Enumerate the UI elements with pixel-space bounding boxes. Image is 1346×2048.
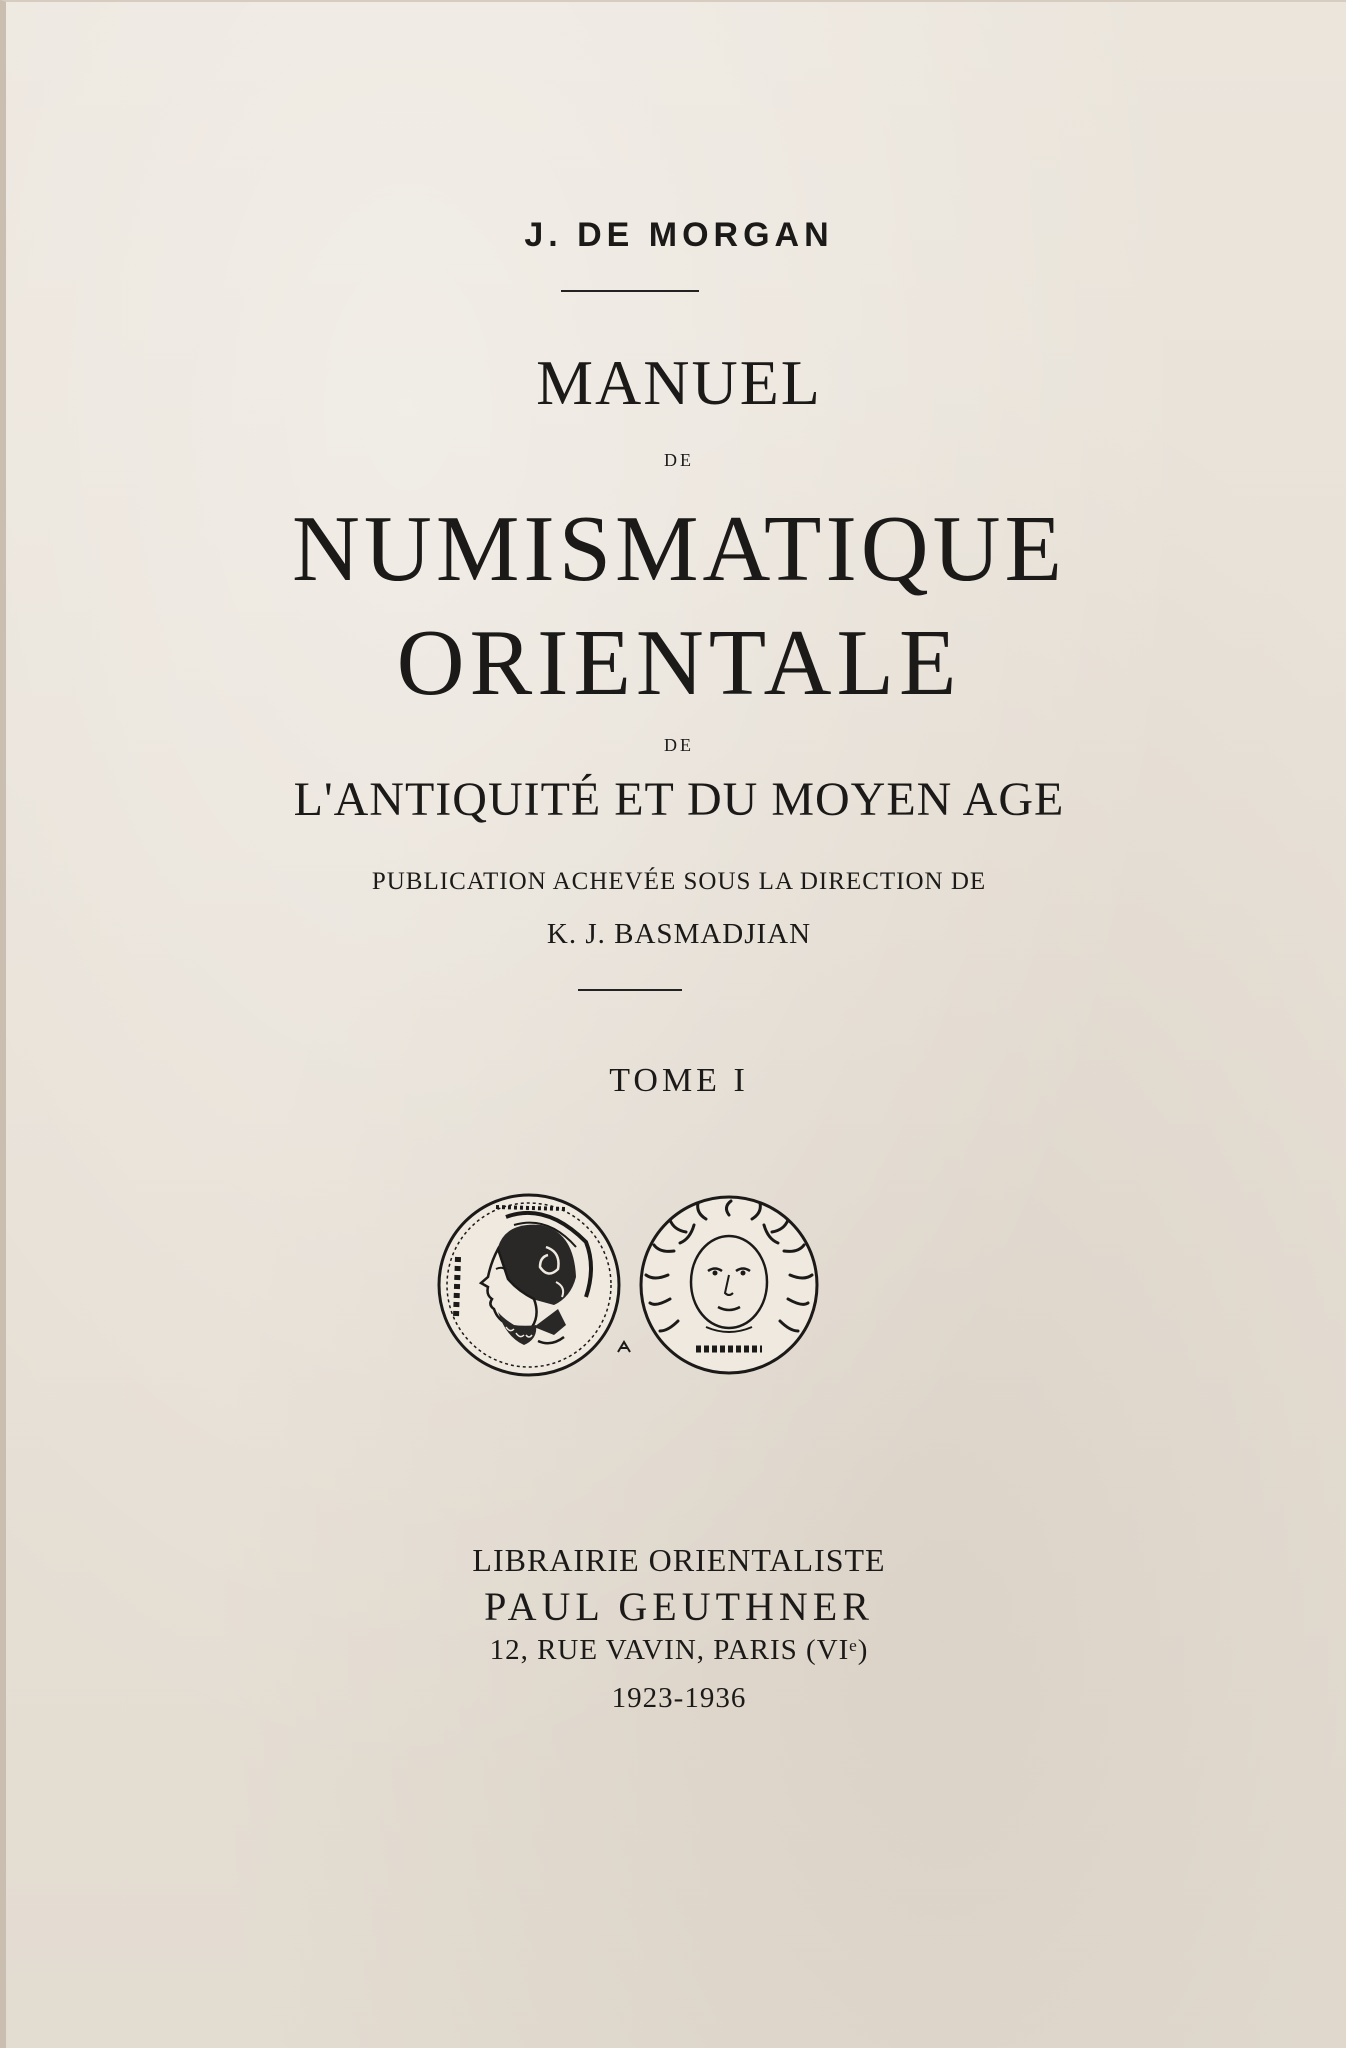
publisher-address: 12, RUE VAVIN, PARIS (VIᵉ) — [489, 1634, 869, 1666]
publisher-name: PAUL GEUTHNER — [484, 1584, 874, 1629]
title-manuel: MANUEL — [536, 347, 822, 418]
author-name: J. DE MORGAN — [524, 216, 834, 254]
publication-years: 1923-1936 — [611, 1682, 747, 1714]
divider-rule — [561, 290, 699, 292]
title-antiquite: L'ANTIQUITÉ ET DU MOYEN AGE — [293, 773, 1065, 826]
title-de-1: DE — [664, 450, 694, 470]
coin-illustration — [436, 1187, 826, 1377]
mint-mark-icon — [618, 1342, 630, 1352]
volume-label: TOME I — [609, 1062, 749, 1099]
title-orientale: ORIENTALE — [396, 611, 962, 715]
editor-name: K. J. BASMADJIAN — [546, 918, 812, 950]
helmeted-head-coin-icon — [439, 1195, 619, 1375]
title-numismatique: NUMISMATIQUE — [292, 497, 1066, 601]
facing-head-coin-icon — [641, 1197, 817, 1373]
publisher-line-1: LIBRAIRIE ORIENTALISTE — [472, 1542, 886, 1578]
publication-note: PUBLICATION ACHEVÉE SOUS LA DIRECTION DE — [371, 868, 987, 895]
divider-rule-2 — [578, 989, 682, 991]
title-de-2: DE — [664, 735, 694, 755]
